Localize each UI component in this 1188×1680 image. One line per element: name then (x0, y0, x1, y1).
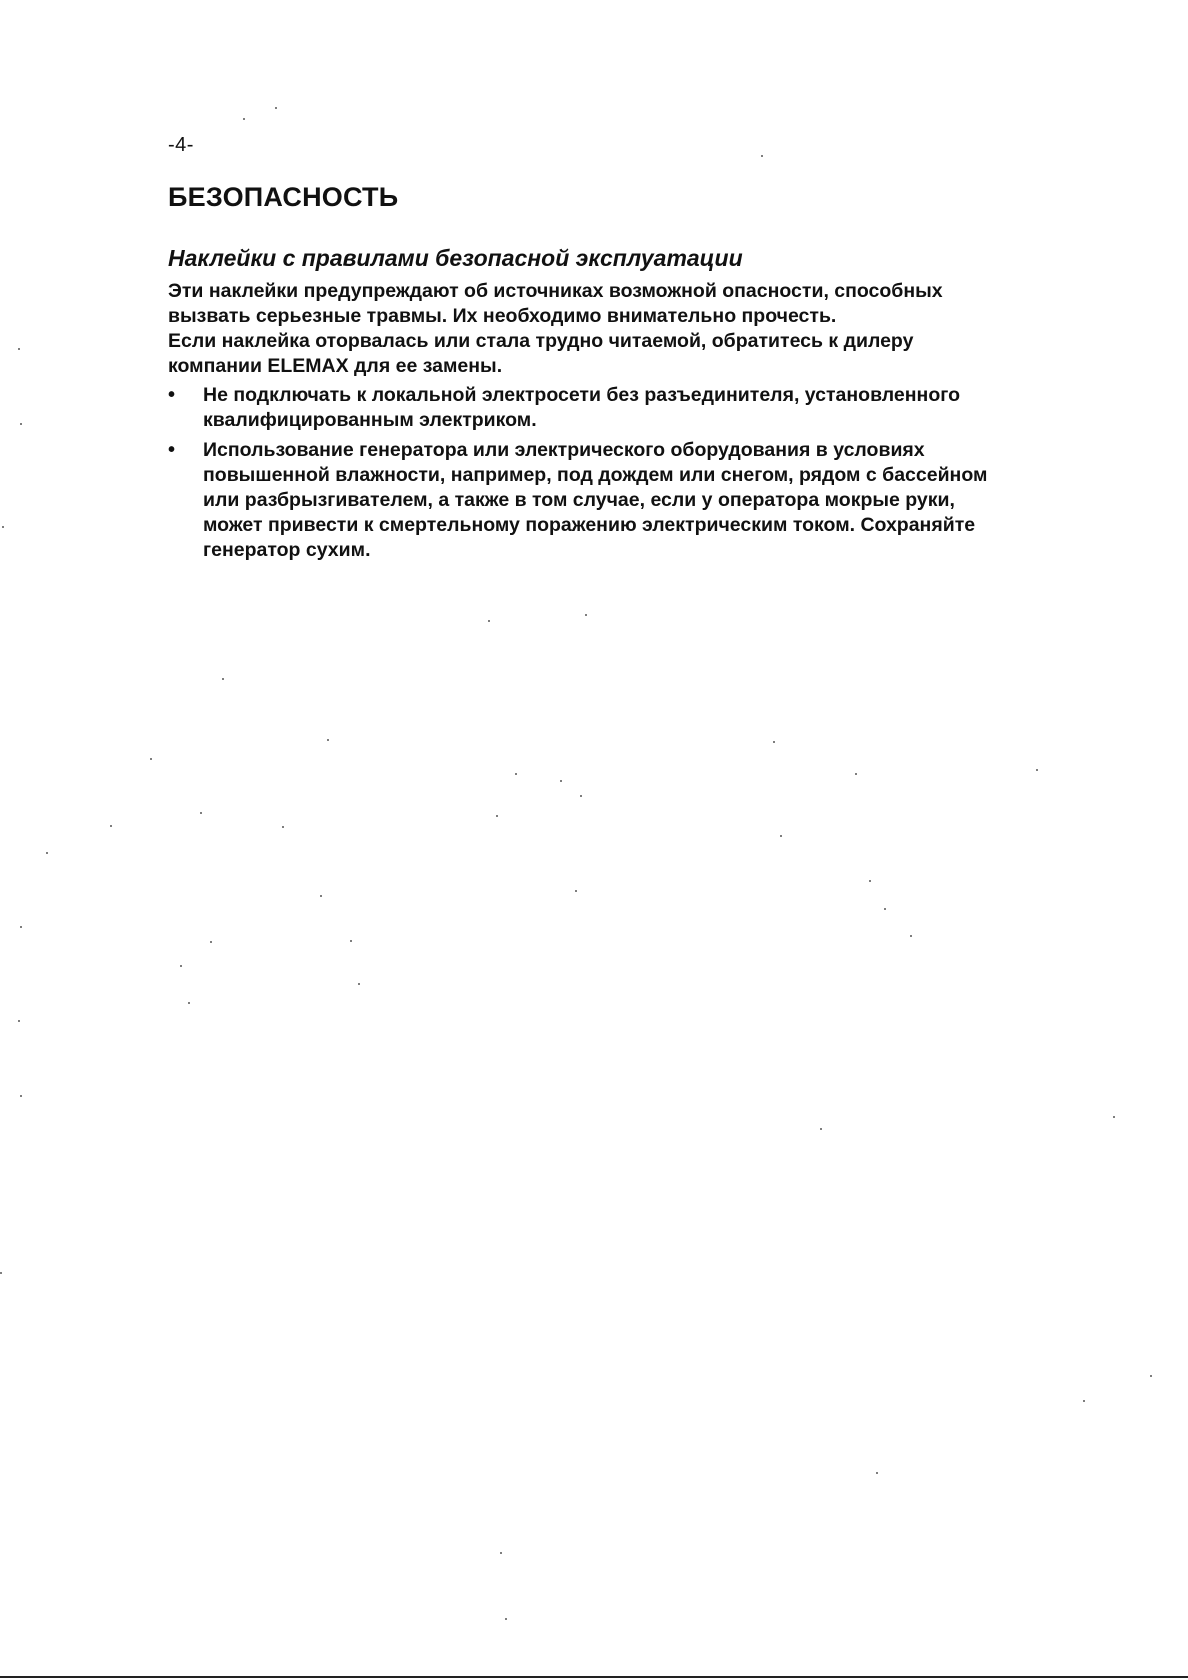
bullet-icon: • (168, 384, 176, 406)
intro-paragraph: Эти наклейки предупреждают об источниках возможной опасности, способных вызвать серьезные травмы. Их необходимо внимательно прочесть. (168, 280, 943, 327)
safety-bullet-list (168, 383, 1008, 568)
subsection-title: Наклейки с правилами безопасной эксплуатации (168, 245, 743, 271)
bullet-icon: • (168, 439, 176, 461)
page-number: -4- (168, 134, 194, 156)
list-item (168, 383, 1008, 433)
intro-paragraph: Если наклейка оторвалась или стала трудно читаемой, обратитесь к дилеру компании ELEMAX для ее замены. (168, 330, 914, 377)
intro-text (168, 279, 1008, 379)
list-item-text: Не подключать к локальной электросети без разъединителя, установленного квалифицированным электриком. (203, 384, 961, 431)
list-item (168, 438, 1008, 563)
bottom-scan-edge (0, 1676, 1188, 1678)
section-title: БЕЗОПАСНОСТЬ (168, 182, 399, 212)
list-item-text: Использование генератора или электрического оборудования в условиях повышенной влажности, например, под дождем или снегом, рядом с бассейном или разбрызгивателем, а также в том случае, если у оператора мокрые руки, может привести к смертельному поражению электрическим током. Сохраняйте генератор сухим. (203, 439, 988, 561)
